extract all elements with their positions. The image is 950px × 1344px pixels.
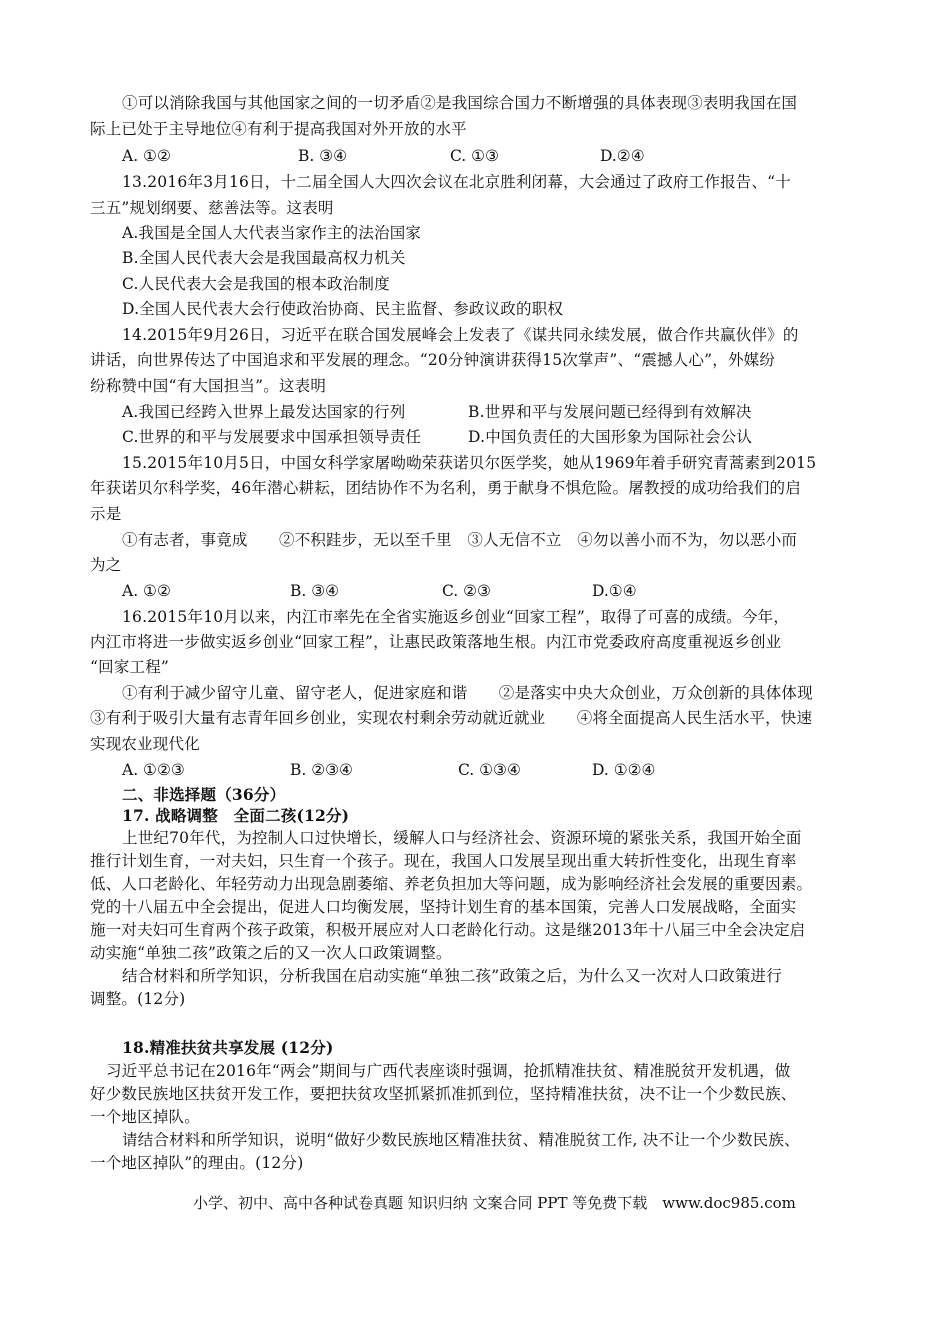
q12-option-a: A. ①②: [122, 147, 171, 165]
q17-para-line-4: 党的十八届五中全会提出，促进人口均衡发展，坚持计划生育的基本国策，完善人口发展战略，全面实: [90, 898, 797, 916]
q15-option-d: D.①④: [592, 582, 637, 600]
q12-option-c: C. ①③: [450, 147, 499, 165]
q14-stem-line-2: 讲话，向世界传达了中国追求和平发展的理念。“20分钟演讲获得15次掌声”、“震撼人心”，外媒纷: [90, 351, 776, 369]
q16-stem-line-3: “回家工程”: [90, 658, 170, 676]
q16-option-c: C. ①③④: [458, 761, 521, 779]
q14-stem-line-3: 纷称赞中国“有大国担当”。这表明: [90, 377, 327, 395]
q16-stem-line-2: 内江市将进一步做实返乡创业“回家工程”，让惠民政策落地生根。内江市党委政府高度重视返乡创业: [90, 633, 782, 651]
q16-stem-line-1: 16.2015年10月以来，内江市率先在全省实施返乡创业“回家工程”，取得了可喜的成绩。今年，: [122, 608, 790, 626]
q18-title: 18.精准扶贫共享发展 (12分): [122, 1038, 334, 1057]
q16-option-a: A. ①②③: [122, 761, 185, 779]
q13-option-a: A.我国是全国人大代表当家作主的法治国家: [122, 224, 422, 242]
q17-para-line-2: 推行计划生育，一对夫妇，只生育一个孩子。现在，我国人口发展呈现出重大转折性变化，出现生育率: [90, 852, 797, 870]
q14-stem-line-1: 14.2015年9月26日，习近平在联合国发展峰会上发表了《谋共同永续发展，做合作共赢伙伴》的: [122, 326, 799, 344]
q12-stem-line-2: 际上已处于主导地位④有利于提高我国对外开放的水平: [90, 120, 467, 138]
q12-stem-line-1: ①可以消除我国与其他国家之间的一切矛盾②是我国综合国力不断增强的具体表现③表明我国在国: [122, 94, 798, 112]
q17-para-line-6: 动实施“单独二孩”政策之后的又一次人口政策调整。: [90, 944, 452, 962]
q16-items-line-1: ①有利于减少留守儿童、留守老人，促进家庭和谐 ②是落实中央大众创业，万众创新的具体体现: [122, 684, 813, 702]
q12-option-d: D.②④: [600, 147, 645, 165]
q13-option-c: C.人民代表大会是我国的根本政治制度: [122, 275, 390, 293]
q18-ask-line-1: 请结合材料和所学知识，说明“做好少数民族地区精准扶贫、精准脱贫工作, 决不让一个少数民族、: [122, 1131, 800, 1149]
q15-stem-line-1: 15.2015年10月5日，中国女科学家屠呦呦荣获诺贝尔医学奖，她从1969年着手研究青蒿素到2015: [122, 454, 817, 472]
q14-option-c: C.世界的和平与发展要求中国承担领导责任: [122, 428, 422, 446]
q15-items-line-1: ①有志者，事竟成 ②不积跬步，无以至千里 ③人无信不立 ④勿以善小而不为，勿以恶小而: [122, 531, 798, 549]
q13-option-d: D.全国人民代表大会行使政治协商、民主监督、参政议政的职权: [122, 300, 564, 318]
q15-option-b: B. ③④: [290, 582, 340, 600]
q15-stem-line-2: 年获诺贝尔科学奖，46年潜心耕耘，团结协作不为名利，勇于献身不惧危险。屠教授的成功给我们的启: [90, 479, 801, 497]
q17-ask-line-2: 调整。(12分): [90, 990, 186, 1008]
q15-option-a: A. ①②: [122, 582, 171, 600]
q16-option-b: B. ②③④: [290, 761, 353, 779]
q13-stem-line-1: 13.2016年3月16日，十二届全国人大四次会议在北京胜利闭幕，大会通过了政府工作报告、“十: [122, 173, 792, 191]
q17-para-line-1: 上世纪70年代，为控制人口过快增长，缓解人口与经济社会、资源环境的紧张关系，我国开始全面: [122, 829, 802, 847]
q15-stem-line-3: 示是: [90, 505, 122, 523]
q17-para-line-3: 低、人口老龄化、年轻劳动力出现急剧萎缩、养老负担加大等问题，成为影响经济社会发展的重要因素。: [90, 875, 813, 893]
q16-option-d: D. ①②④: [592, 761, 656, 779]
q16-items-line-3: 实现农业现代化: [90, 735, 200, 753]
q17-title: 17. 战略调整 全面二孩(12分): [122, 806, 350, 825]
q14-option-d: D.中国负责任的大国形象为国际社会公认: [468, 428, 753, 446]
q18-para-line-1: 习近平总书记在2016年“两会”期间与广西代表座谈时强调，抢抓精准扶贫、精准脱贫开发机遇，做: [106, 1062, 791, 1080]
q13-option-b: B.全国人民代表大会是我国最高权力机关: [122, 249, 406, 267]
q18-para-line-3: 一个地区掉队。: [90, 1108, 200, 1126]
q12-option-b: B. ③④: [298, 147, 348, 165]
q15-items-line-2: 为之: [90, 556, 122, 574]
q18-ask-line-2: 一个地区掉队”的理由。(12分): [90, 1154, 304, 1172]
q17-para-line-5: 施一对夫妇可生育两个孩子政策，积极开展应对人口老龄化行动。这是继2013年十八届三中全会决定启: [90, 921, 806, 939]
q14-option-a: A.我国已经跨入世界上最发达国家的行列: [122, 403, 406, 421]
section-2-title: 二、非选择题（36分）: [122, 785, 286, 804]
q16-items-line-2: ③有利于吸引大量有志青年回乡创业，实现农村剩余劳动就近就业 ④将全面提高人民生活水平，快速: [90, 709, 813, 727]
q15-option-c: C. ②③: [442, 582, 491, 600]
q14-option-b: B.世界和平与发展问题已经得到有效解决: [468, 403, 752, 421]
q17-ask-line-1: 结合材料和所学知识，分析我国在启动实施“单独二孩”政策之后，为什么又一次对人口政策进行: [122, 967, 782, 985]
q13-stem-line-2: 三五”规划纲要、慈善法等。这表明: [90, 199, 334, 217]
q18-para-line-2: 好少数民族地区扶贫开发工作，要把扶贫攻坚抓紧抓准抓到位，坚持精准扶贫，决不让一个少数民族、: [90, 1085, 797, 1103]
page-footer: 小学、初中、高中各种试卷真题 知识归纳 文案合同 PPT 等免费下载 www.doc985.com: [193, 1194, 796, 1212]
